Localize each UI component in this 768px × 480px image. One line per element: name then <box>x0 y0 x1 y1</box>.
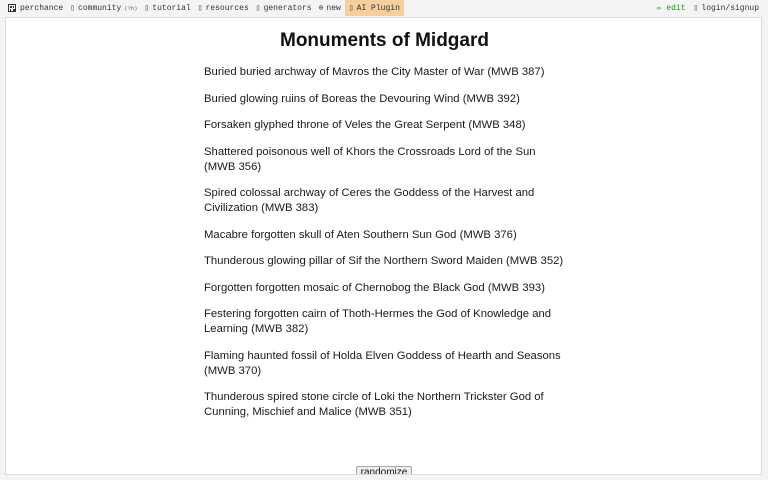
nav-ai-plugin[interactable] <box>345 0 404 16</box>
nav-resources[interactable] <box>198 0 249 16</box>
nav-community-label: community <box>78 3 122 13</box>
folder-icon: ▯ <box>197 4 203 13</box>
list-item: Festering forgotten cairn of Thoth-Hermes the God of Knowledge and Learning (MWB 382) <box>204 308 552 335</box>
nav-perchance[interactable] <box>8 0 63 16</box>
list-item: Thunderous glowing pillar of Sif the Northern Sword Maiden (MWB 352) <box>204 255 564 267</box>
list-item: Forsaken glyphed throne of Veles the Great Serpent (MWB 348) <box>204 119 526 131</box>
list-item: Buried buried archway of Mavros the City Master of War (MWB 387) <box>204 66 545 78</box>
nav-resources-label: resources <box>205 3 249 13</box>
list-item: Flaming haunted fossil of Holda Elven Goddess of Hearth and Seasons (MWB 370) <box>204 349 561 377</box>
top-navigation-bar <box>0 0 768 16</box>
chat-icon: ▯ <box>70 4 76 13</box>
nav-ai-plugin-label: AI Plugin <box>356 3 400 13</box>
list-item: Macabre forgotten skull of Aten Southern Sun God (MWB 376) <box>204 228 517 241</box>
list-item: Buried glowing ruins of Boreas the Devouring Wind (MWB 392) <box>204 92 520 105</box>
plus-circle-icon: ⊕ <box>318 4 324 13</box>
randomize-button[interactable]: randomize <box>356 466 412 475</box>
nav-generators-label: generators <box>263 3 312 13</box>
list-item: Forgotten forgotten mosaic of Chernobog the Black God (MWB 393) <box>204 281 545 294</box>
list-item: Shattered poisonous well of Khors the Crossroads Lord of the Sun (MWB 356) <box>204 145 536 173</box>
login-signup-label: login/signup <box>701 3 759 13</box>
nav-new-label: new <box>326 3 341 13</box>
nav-community[interactable] <box>70 0 137 16</box>
grid-icon: ▯ <box>255 4 261 13</box>
dice-icon <box>8 4 16 12</box>
nav-right <box>657 0 768 16</box>
nav-left <box>0 0 411 16</box>
nav-tutorial-label: tutorial <box>152 3 191 13</box>
page-title: Monuments of Midgard <box>280 30 489 51</box>
list-item: Spired colossal archway of Ceres the Goddess of the Harvest and Civilization (MWB 383) <box>204 187 535 214</box>
book-icon: ▯ <box>144 4 150 13</box>
nav-new[interactable] <box>319 0 341 16</box>
nav-generators[interactable] <box>256 0 312 16</box>
nav-tutorial[interactable] <box>144 0 190 16</box>
edit-link[interactable]: ✏ edit <box>656 4 686 13</box>
robot-icon: ▯ <box>348 4 354 13</box>
monument-list <box>204 65 566 432</box>
list-item: Thunderous spired stone circle of Loki the Northern Trickster God of Cunning, Mischief and Malice (MWB 351) <box>204 391 544 418</box>
nav-perchance-label: perchance <box>20 3 64 13</box>
login-signup-link[interactable] <box>694 0 759 16</box>
community-count: (?h) <box>124 4 138 12</box>
generator-output-frame <box>5 17 762 475</box>
user-icon: ▯ <box>693 4 699 13</box>
